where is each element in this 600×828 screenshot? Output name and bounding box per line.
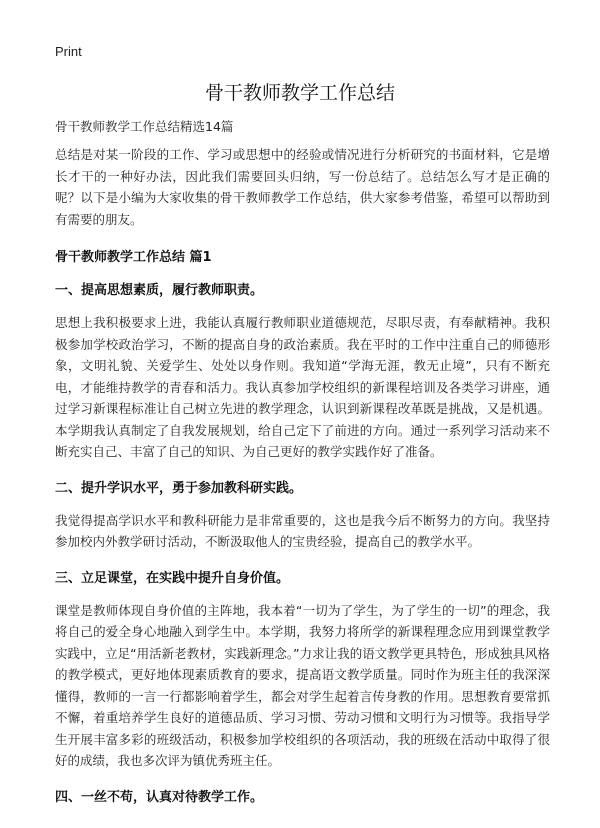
section-body-1: 思想上我积极要求上进，我能认真履行教师职业道德规范，尽职尽责，有奉献精神。我积极参加学校政治学习，不断的提高自身的政治素质。我在平时的工作中注重自己的师德形象，文明礼貌、关爱学生、处处以身作则。我知道“学海无涯，教无止境”，只有不断充电，才能维持教学的青春和活力。我认真参加学校组织的新课程培训及各类学习讲座，通过学习新课程标准让自己树立先进的教学理念，认识到新课程改革既是挑战，又是机遇。本学期我认真制定了自我发展规划，给自己定下了前进的方向。通过一系列学习活动来不断充实自己、丰富了自己的知识、为自己更好的教学实践作好了准备。 [55,315,550,459]
section-heading-1: 一、提高思想素质，履行教师职责。 [55,283,264,298]
section-heading-4: 四、一丝不苟，认真对待教学工作。 [55,789,264,805]
article-heading: 骨干教师教学工作总结 篇1 [55,250,212,265]
article-content [55,144,550,805]
subtitle: 骨干教师教学工作总结精选14篇 [55,119,234,134]
section-body-3: 课堂是教师体现自身价值的主阵地，我本着“一切为了学生，为了学生的一切”的理念，我将自己的爱全身心地融入到学生中。本学期，我努力将所学的新课程理念应用到课堂教学实践中，立足“用活新老教材，实践新理念。”力求让我的语文教学更具特色，形成独具风格的教学模式，更好地体现素质教育的要求，提高语文教学质量。同时作为班主任的我深深懂得，教师的一言一行都影响着学生，都会对学生起着言传身教的作用。思想教育要常抓不懈，着重培养学生良好的道德品质、学习习惯、劳动习惯和文明行为习惯等。我指导学生开展丰富多彩的班级活动，积极参加学校组织的各项活动，我的班级在活动中取得了很好的成绩，我也多次评为镇优秀班主任。 [55,602,550,768]
page-title: 骨干教师教学工作总结 [204,82,395,104]
print-link[interactable]: Print [55,44,82,59]
section-heading-3: 三、立足课堂，在实践中提升自身价值。 [55,570,290,586]
section-heading-2: 二、提升学识水平，勇于参加教科研实践。 [55,480,303,496]
intro-paragraph: 总结是对某一阶段的工作、学习或思想中的经验或情况进行分析研究的书面材料，它是增长才干的一种好办法，因此我们需要回头归纳，写一份总结了。总结怎么写才是正确的呢？以下是小编为大家收集的骨干教师教学工作总结，供大家参考借鉴，希望可以帮助到有需要的朋友。 [55,147,550,227]
section-body-2: 我觉得提高学识水平和教科研能力是非常重要的，这也是我今后不断努力的方向。我坚持参加校内外教学研讨活动，不断汲取他人的宝贵经验，提高自己的教学水平。 [55,512,550,549]
